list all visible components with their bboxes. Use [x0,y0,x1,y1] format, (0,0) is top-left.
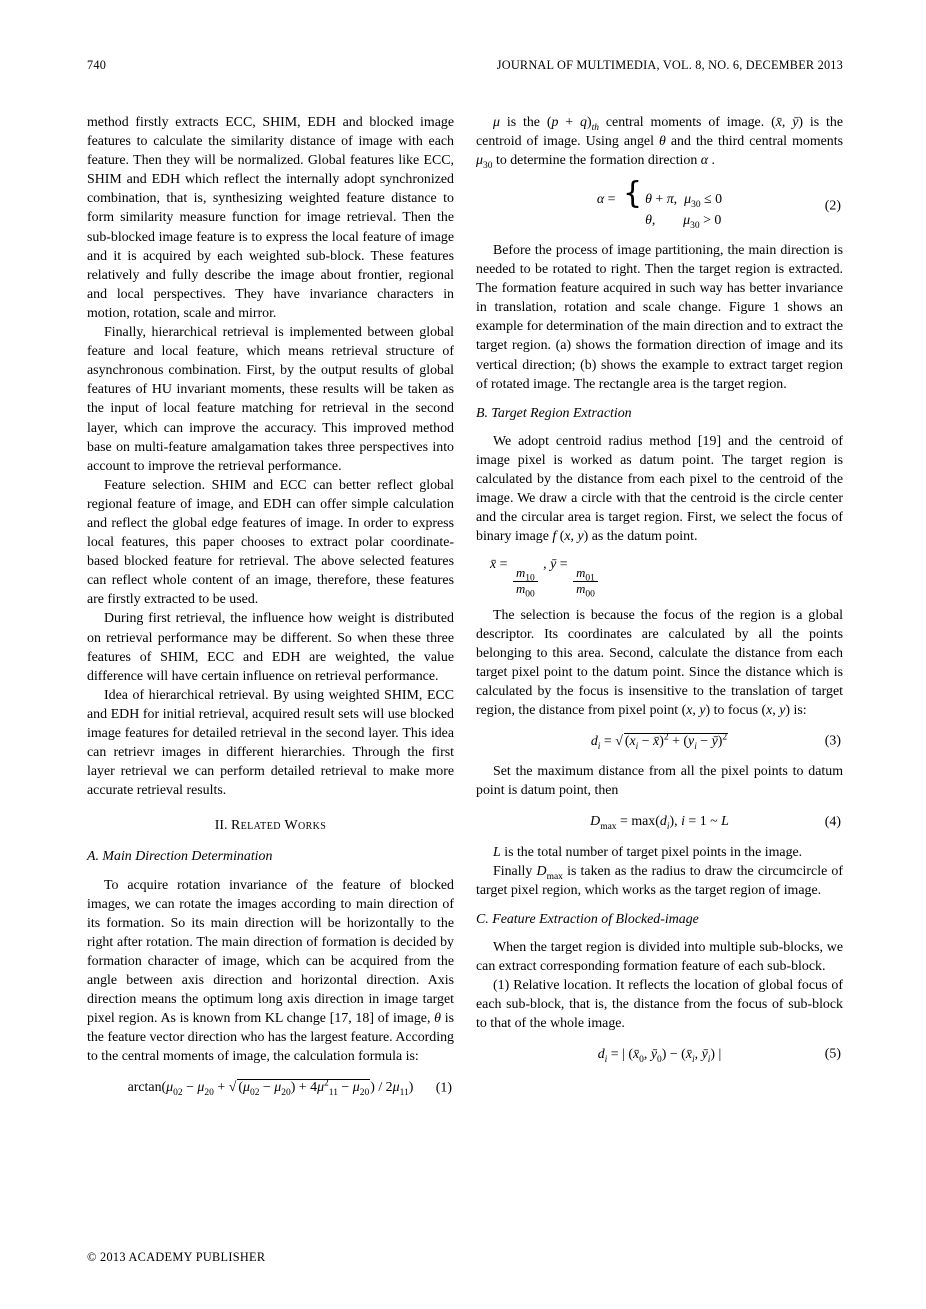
paragraph: Feature selection. SHIM and ECC can better reflect global regional feature of image, and EDH can offer simple calculation and reflect the global edge features of image. In order to express local features, this paper chooses to extract polar coordinate-based blocked feature for retrieval. The above selected features can reflect whole content of an image, therefore, these features are firstly extracted to be used. [87,477,454,608]
paragraph: L is the total number of target pixel points in the image. [493,844,803,860]
paragraph: μ is the $(p + q)_{th}$ central moments of image. (x̄, ȳ) is the centroid of image. Using angel θ and the third central moments $\mu_{30}$ to determine the formation direction α . [476,115,844,171]
equation-number: (1) [435,1079,452,1095]
footer-copyright: © 2013 ACADEMY PUBLISHER [87,1250,266,1264]
equation-body: $\arctan(\mu_{02} - \mu_{20}$ + √ $(\mu_{02} - \mu_{20}) + 4\mu^2_{11} - \mu_{20}) / 2\mu_{11}$) [127,1078,414,1098]
equation-number: (5) [824,1046,841,1062]
paragraph: To acquire rotation invariance of the feature of blocked images, we can rotate the images according to main direction of its formation. So its main direction will be horizontally to the right after rotation. The main direction of formation is decided by formation character of image, which can be acquired from the angle between axis direction and horizontal direction. Axis direction means the optimum long axis direction in image target pixel region. As is known from KL change [17, 18] of image, θ is the feature vector direction who has the largest feature. According to the central moments of image, the calculation formula is: [87,877,454,1065]
left-column [87,113,454,1109]
paragraph: Before the process of image partitioning, the main direction is needed to be rotated to right. Then the target region is extracted. The formation feature acquired in such way has better invariance in translation, rotation and scale change. Figure 1 shows an example for determination of the main direction and to extract the target region. (a) shows the formation direction of image and its vertical direction; (b) shows the example to extract target region of rotated image. The rectangle area is the target region. [476,243,843,392]
equation-2 [476,176,843,232]
equation-number: (4) [824,814,841,830]
journal-title: JOURNAL OF MULTIMEDIA, VOL. 8, NO. 6, DECEMBER 2013 [496,58,843,72]
equation-1 [87,1076,454,1100]
paragraph: Finally $D_{max}$ is taken as the radius to draw the circumcircle of target pixel region, which works as the target region of image. [476,863,843,898]
section-title: Related Works [230,818,327,834]
paragraph: method firstly extracts ECC, SHIM, EDH and blocked image features to calculate the similarity distance of image with each feature. Then they will be normalized. Global features like ECC, SHIM and EDH which reflect the internally adopt synchronized combination, that is, synthesizing weighted feature distance to form similarity measure function for image retrieval. Then the sub-blocked image feature is to express the local feature of image and it is acquired by each weighted sub-block. These features relatively and fully describe the image about frontier, regional and local perspectives. They have invariance characters in motion, rotation, scale and mirror. [87,115,454,321]
subsection-c-heading: C. Feature Extraction of Blocked-image [476,911,699,927]
page-number: 740 [87,58,107,72]
paragraph: (1) Relative location. It reflects the location of global focus of each sub-block, that is, the distance from the focus of sub-block to that of the whole image. [476,978,843,1032]
equation-body: $d_i$ = √ ($x_i$ − x̄)$^2$ + ($y_i$ − ȳ)$^2$ [590,732,728,752]
page-footer [87,1250,265,1265]
equation-centroid [476,555,843,600]
equation-3 [476,729,843,753]
equation-4 [476,810,843,834]
equation-number: (3) [824,733,841,749]
equation-body: α = { θ + π, $\mu_{30} \le 0$ θ, $\mu_{30} > 0$ [596,176,723,231]
page-header [0,0,926,73]
equation-5 [476,1042,843,1066]
subsection-a-heading: A. Main Direction Determination [87,849,273,865]
paragraph: The selection is because the focus of the region is a global descriptor. Its coordinates are calculated by all the points belonging to this area. Second, calculate the distance from each target pixel point to the datum point. Since the distance which is calculated by the focus is insensitive to the translation of target region, the distance from pixel point (x, y) to focus (x, y) is: [476,607,843,719]
paragraph: Set the maximum distance from all the pixel points to datum point is datum point, then [476,764,843,799]
equation-number: (2) [824,198,841,214]
subsection-b-heading: B. Target Region Extraction [476,405,632,421]
equation-body: $d_i$ = | ($x̄_0$, $ȳ_0$) − ($x̄_i$, $ȳ_i$) | [597,1046,722,1065]
right-column [476,113,843,1109]
equation-body: $D_{max} = \max(d_i)$, i = 1 ~ L [590,814,729,832]
paragraph: When the target region is divided into multiple sub-blocks, we can extract corresponding formation feature of each sub-block. [476,939,843,975]
two-column-body [0,73,926,1109]
section-heading-related-works [87,816,454,835]
paragraph: We adopt centroid radius method [19] and the centroid of image pixel is worked as datum point. The target region is calculated by the distance from each pixel to the centroid of the image. We draw a circle with that the centroid is the circle center and the circular area is target region. First, we select the focus of binary image f (x, y) as the datum point. [476,433,843,545]
paragraph: Idea of hierarchical retrieval. By using weighted SHIM, ECC and EDH for initial retrieval, acquired result sets will use blocked image features for detailed retrieval in the second layer. This idea can retrievr images in different hierarchies. Through the first layer retrieval we can perform detailed retrieval to make more accurate retrieval results. [87,687,454,799]
paragraph: Finally, hierarchical retrieval is implemented between global feature and local feature, which means retrieval structure of asynchronous combination. First, by the output results of global features of HU invariant moments, these results will be taken as the input of local feature matching for retrieval in the second layer, which can improve the accuracy. This improved method base on multi-feature amalgamation takes three perspectives into account to improve the retrieval performance. [87,325,454,474]
section-number: II. [214,818,228,834]
equation-body: x̄ = $\frac{m_{10}}{m_{00}}$ , ȳ = $\frac{m_{01}}{m_{00}}$ [490,555,600,596]
paragraph: During first retrieval, the influence how weight is distributed on retrieval performance may be different. So when these three features of SHIM, ECC and EDH are weighted, the value difference will have certain influence on retrieval performance. [87,611,454,684]
